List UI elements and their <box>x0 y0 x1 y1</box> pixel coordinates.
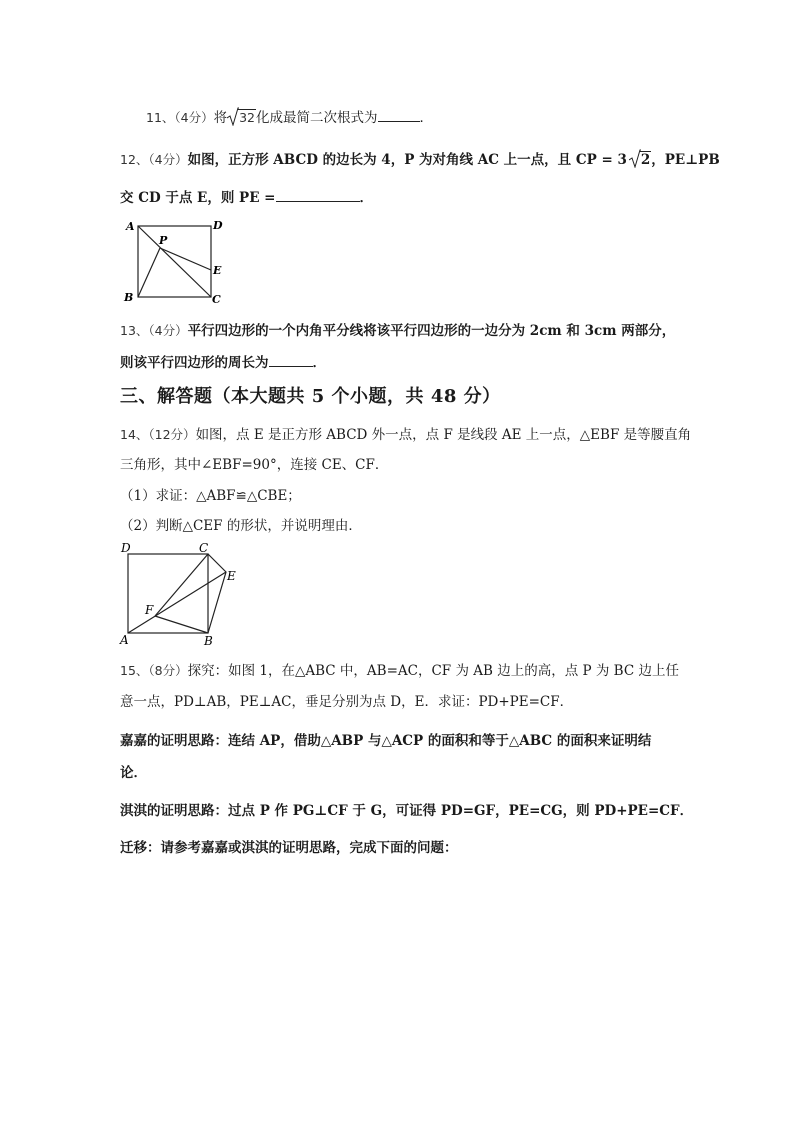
q15-jiajia-line1 <box>120 731 651 751</box>
q15-text-1: 探究：如图 1，在△ABC 中，AB=AC，CF 为 AB 边上的高，点 P 为 BC 边上任 <box>187 663 679 679</box>
question-14-part2 <box>120 516 362 536</box>
q12-segment-bp <box>138 248 160 297</box>
q11-radicand: 32 <box>239 110 256 125</box>
q12-label-p: P <box>159 234 168 247</box>
question-13-line2 <box>120 352 326 373</box>
q12-sqrt <box>629 150 651 170</box>
q12-score: （4分） <box>148 152 188 167</box>
question-12-line1 <box>120 150 720 170</box>
q11-sqrt <box>227 108 256 128</box>
q14-segment-bf <box>155 616 208 633</box>
question-14-part1 <box>120 486 301 506</box>
q11-score: （4分） <box>174 110 214 125</box>
q12-radicand: 2 <box>640 152 651 168</box>
q14-figure <box>115 541 245 649</box>
q13-score: （4分） <box>148 323 188 338</box>
q12-text-1a: 如图，正方形 ABCD 的边长为 4，P 为对角线 AC 上一点，且 CP = 3 <box>187 152 627 168</box>
q12-label-b: B <box>124 291 134 304</box>
q12-diagonal-ac <box>138 226 211 297</box>
q14-label-d: D <box>121 541 131 555</box>
question-15-line1 <box>120 661 679 681</box>
q13-end: ． <box>312 355 326 371</box>
q11-number: 11、 <box>146 110 175 125</box>
q14-label-c: C <box>199 541 209 555</box>
q12-segment-pe <box>160 248 211 270</box>
q14-sub-1: （1）求证：△ABF≌△CBE； <box>120 488 301 504</box>
q15-transfer-line <box>120 838 458 858</box>
q12-text-1b: ，PE⊥PB <box>651 152 720 168</box>
q12-label-e: E <box>213 264 222 277</box>
q13-text-2: 则该平行四边形的周长为 <box>120 355 269 371</box>
q12-text-2: 交 CD 于点 E，则 PE = <box>120 190 276 206</box>
q14-sub-2: （2）判断△CEF 的形状，并说明理由． <box>120 518 362 534</box>
q15-score: （8分） <box>148 663 188 678</box>
q15-jiajia-text-1: 嘉嘉的证明思路：连结 AP，借助△ABP 与△ACP 的面积和等于△ABC 的面积来证明结 <box>120 733 652 749</box>
q15-jiajia-line2 <box>120 763 147 783</box>
q14-square <box>128 554 208 633</box>
q13-text-1: 平行四边形的一个内角平分线将该平行四边形的一边分为 2cm 和 3cm 两部分， <box>187 323 676 339</box>
q15-jiajia-text-2: 论． <box>120 765 147 781</box>
q14-score: （12分） <box>148 427 196 442</box>
q12-number: 12、 <box>120 152 149 167</box>
q12-label-d: D <box>213 219 223 232</box>
section-3-title: 三、解答题（本大题共 5 个小题，共 48 分） <box>120 386 501 407</box>
q12-figure <box>118 215 228 307</box>
q13-answer-blank[interactable] <box>269 352 313 367</box>
q14-text-1: 如图，点 E 是正方形 ABCD 外一点，点 F 是线段 AE 上一点，△EBF 是等腰直角 <box>195 427 692 443</box>
q14-label-e: E <box>227 569 236 583</box>
question-14-line2 <box>120 455 388 475</box>
q15-transfer-text: 迁移：请参考嘉嘉或淇淇的证明思路，完成下面的问题： <box>120 840 458 856</box>
question-12-line2 <box>120 187 373 208</box>
q14-segment-cf <box>155 554 208 616</box>
q11-text-after: 化成最简二次根式为 <box>256 110 378 126</box>
q15-number: 15、 <box>120 663 149 678</box>
q14-number: 14、 <box>120 427 149 442</box>
q14-text-2: 三角形，其中∠EBF=90°，连接 CE、CF． <box>120 457 389 473</box>
q11-text-before: 将 <box>213 110 228 126</box>
q12-end: ． <box>359 190 373 206</box>
q14-label-b: B <box>204 634 213 648</box>
q14-segments-ce-eb <box>208 554 226 633</box>
question-11 <box>146 107 433 128</box>
q14-label-f: F <box>145 603 154 617</box>
q14-label-a: A <box>120 633 129 647</box>
question-15-line2 <box>120 692 573 712</box>
q11-answer-blank[interactable] <box>378 107 420 122</box>
q12-label-c: C <box>212 293 221 306</box>
q12-answer-blank[interactable] <box>276 187 360 202</box>
q15-qiqi-text: 淇淇的证明思路：过点 P 作 PG⊥CF 于 G，可证得 PD=GF，PE=CG，则 PD+PE=CF． <box>120 803 694 819</box>
q11-end: ． <box>419 110 434 126</box>
question-14-line1 <box>120 425 691 445</box>
q12-label-a: A <box>126 220 135 233</box>
q15-qiqi-line <box>120 801 693 821</box>
question-13-line1 <box>120 321 675 341</box>
q15-text-2: 意一点，PD⊥AB，PE⊥AC，垂足分别为点 D，E．求证：PD+PE=CF． <box>120 694 574 710</box>
q13-number: 13、 <box>120 323 149 338</box>
